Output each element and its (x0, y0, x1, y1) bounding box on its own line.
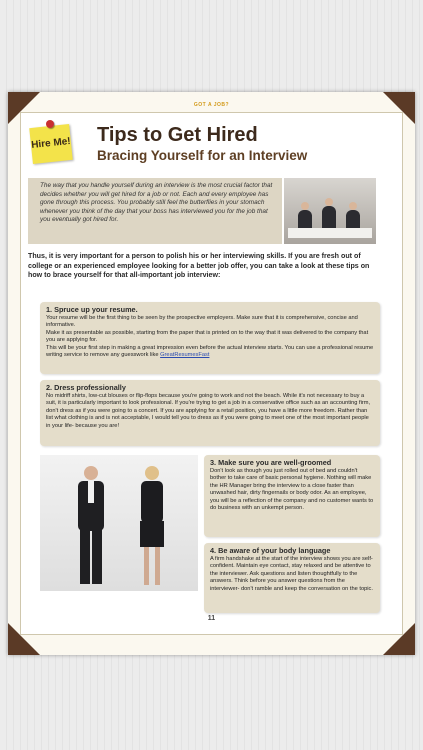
page-number: 11 (207, 615, 216, 622)
tip-box-2 (40, 380, 380, 446)
interviewer-head (325, 198, 333, 206)
pushpin-icon (46, 120, 54, 128)
interviewer-head (301, 202, 309, 210)
tip-line: Your resume will be the first thing to be seen by the prospective employers. Make sure that it is comprehensive, concise and informative. (46, 314, 358, 328)
interviewer-figure (298, 210, 312, 230)
business-attire-photo (40, 455, 198, 591)
page-subtitle: Bracing Yourself for an Interview (97, 148, 308, 163)
woman-in-suit (132, 463, 172, 589)
tip-line: Make it as presentable as possible, starting from the paper that is printed on to the way that it was delivered to the company that you are applying for. (46, 329, 369, 343)
tip-body: Don't look as though you just rolled out of bed and couldn't bother to take care of basic personal hygiene. Nothing will make the HR Manager bring the interview to a close faster than unwashed hair, dirty fingernails or body odor. As an employee, you will be a reflection of the company and no customer wants to do business with an unkempt person. (210, 467, 374, 511)
tip-body: No midriff shirts, low-cut blouses or flip-flops because you're going to work and not the beach. While it's not necessary to buy a suit, it is particularly important to look professional. If you're trying to get a job in a conservative office such as an accounting firm, don't dress as if you were going to a concert. If you are applying for a retail position, you have a little more freedom. Rather than list what clothing is and is not acceptable, I would tell you to dress as if you were going to meet one of the most important people in your life- because you are! (46, 392, 371, 429)
table (288, 228, 372, 238)
man-in-suit (70, 463, 112, 589)
lead-paragraph: Thus, it is very important for a person to polish his or her interviewing skills. If you are fresh out of college or an experienced employee looking for a better job offer, you can take a look at these tips on how to brace yourself for that all-important job interview: (28, 252, 370, 280)
tip-heading: 2. Dress professionally (46, 383, 126, 392)
interview-photo (284, 178, 376, 244)
tip-box-1 (40, 302, 380, 374)
section-tag: GOT A JOB? (193, 102, 230, 108)
page-title: Tips to Get Hired (97, 124, 258, 146)
interviewer-figure (346, 210, 360, 230)
interviewer-figure (322, 206, 336, 230)
tip-line (46, 345, 374, 360)
sticky-note-text: Hire Me! (30, 135, 72, 152)
tip-box-3 (204, 455, 380, 537)
hire-me-sticky-note (29, 124, 73, 164)
tip-line-text: This will be your first step in making a great impression even before the actual interview starts. You can use a professional resume writing service to remove any guesswork like (46, 344, 374, 358)
intro-text: The way that you handle yourself during an interview is the most crucial factor that decides whether you will get hired for a job or not. Each and every employee has gone through this process. You probably still feel the butterflies in your stomach whenever you think of the day that your boss has interviewed you for the job that you eventually got hired for. (28, 178, 282, 244)
tip-heading: 4. Be aware of your body language (210, 546, 331, 555)
tip-box-4 (204, 543, 380, 613)
tip-heading: 1. Spruce up your resume. (46, 305, 138, 314)
tip-heading: 3. Make sure you are well-groomed (210, 458, 332, 467)
interviewer-head (349, 202, 357, 210)
resume-service-link[interactable]: GreatResumesFast (160, 352, 210, 358)
tip-body: A firm handshake at the start of the interview shows you are self-confident. Maintain eye contact, stay relaxed and be attentive to the interviewer. Ask questions and listen thoughtfully to the answers. Think before you answer questions from the interviewer- don't ramble and keep the conversation on the topic. (210, 555, 373, 592)
